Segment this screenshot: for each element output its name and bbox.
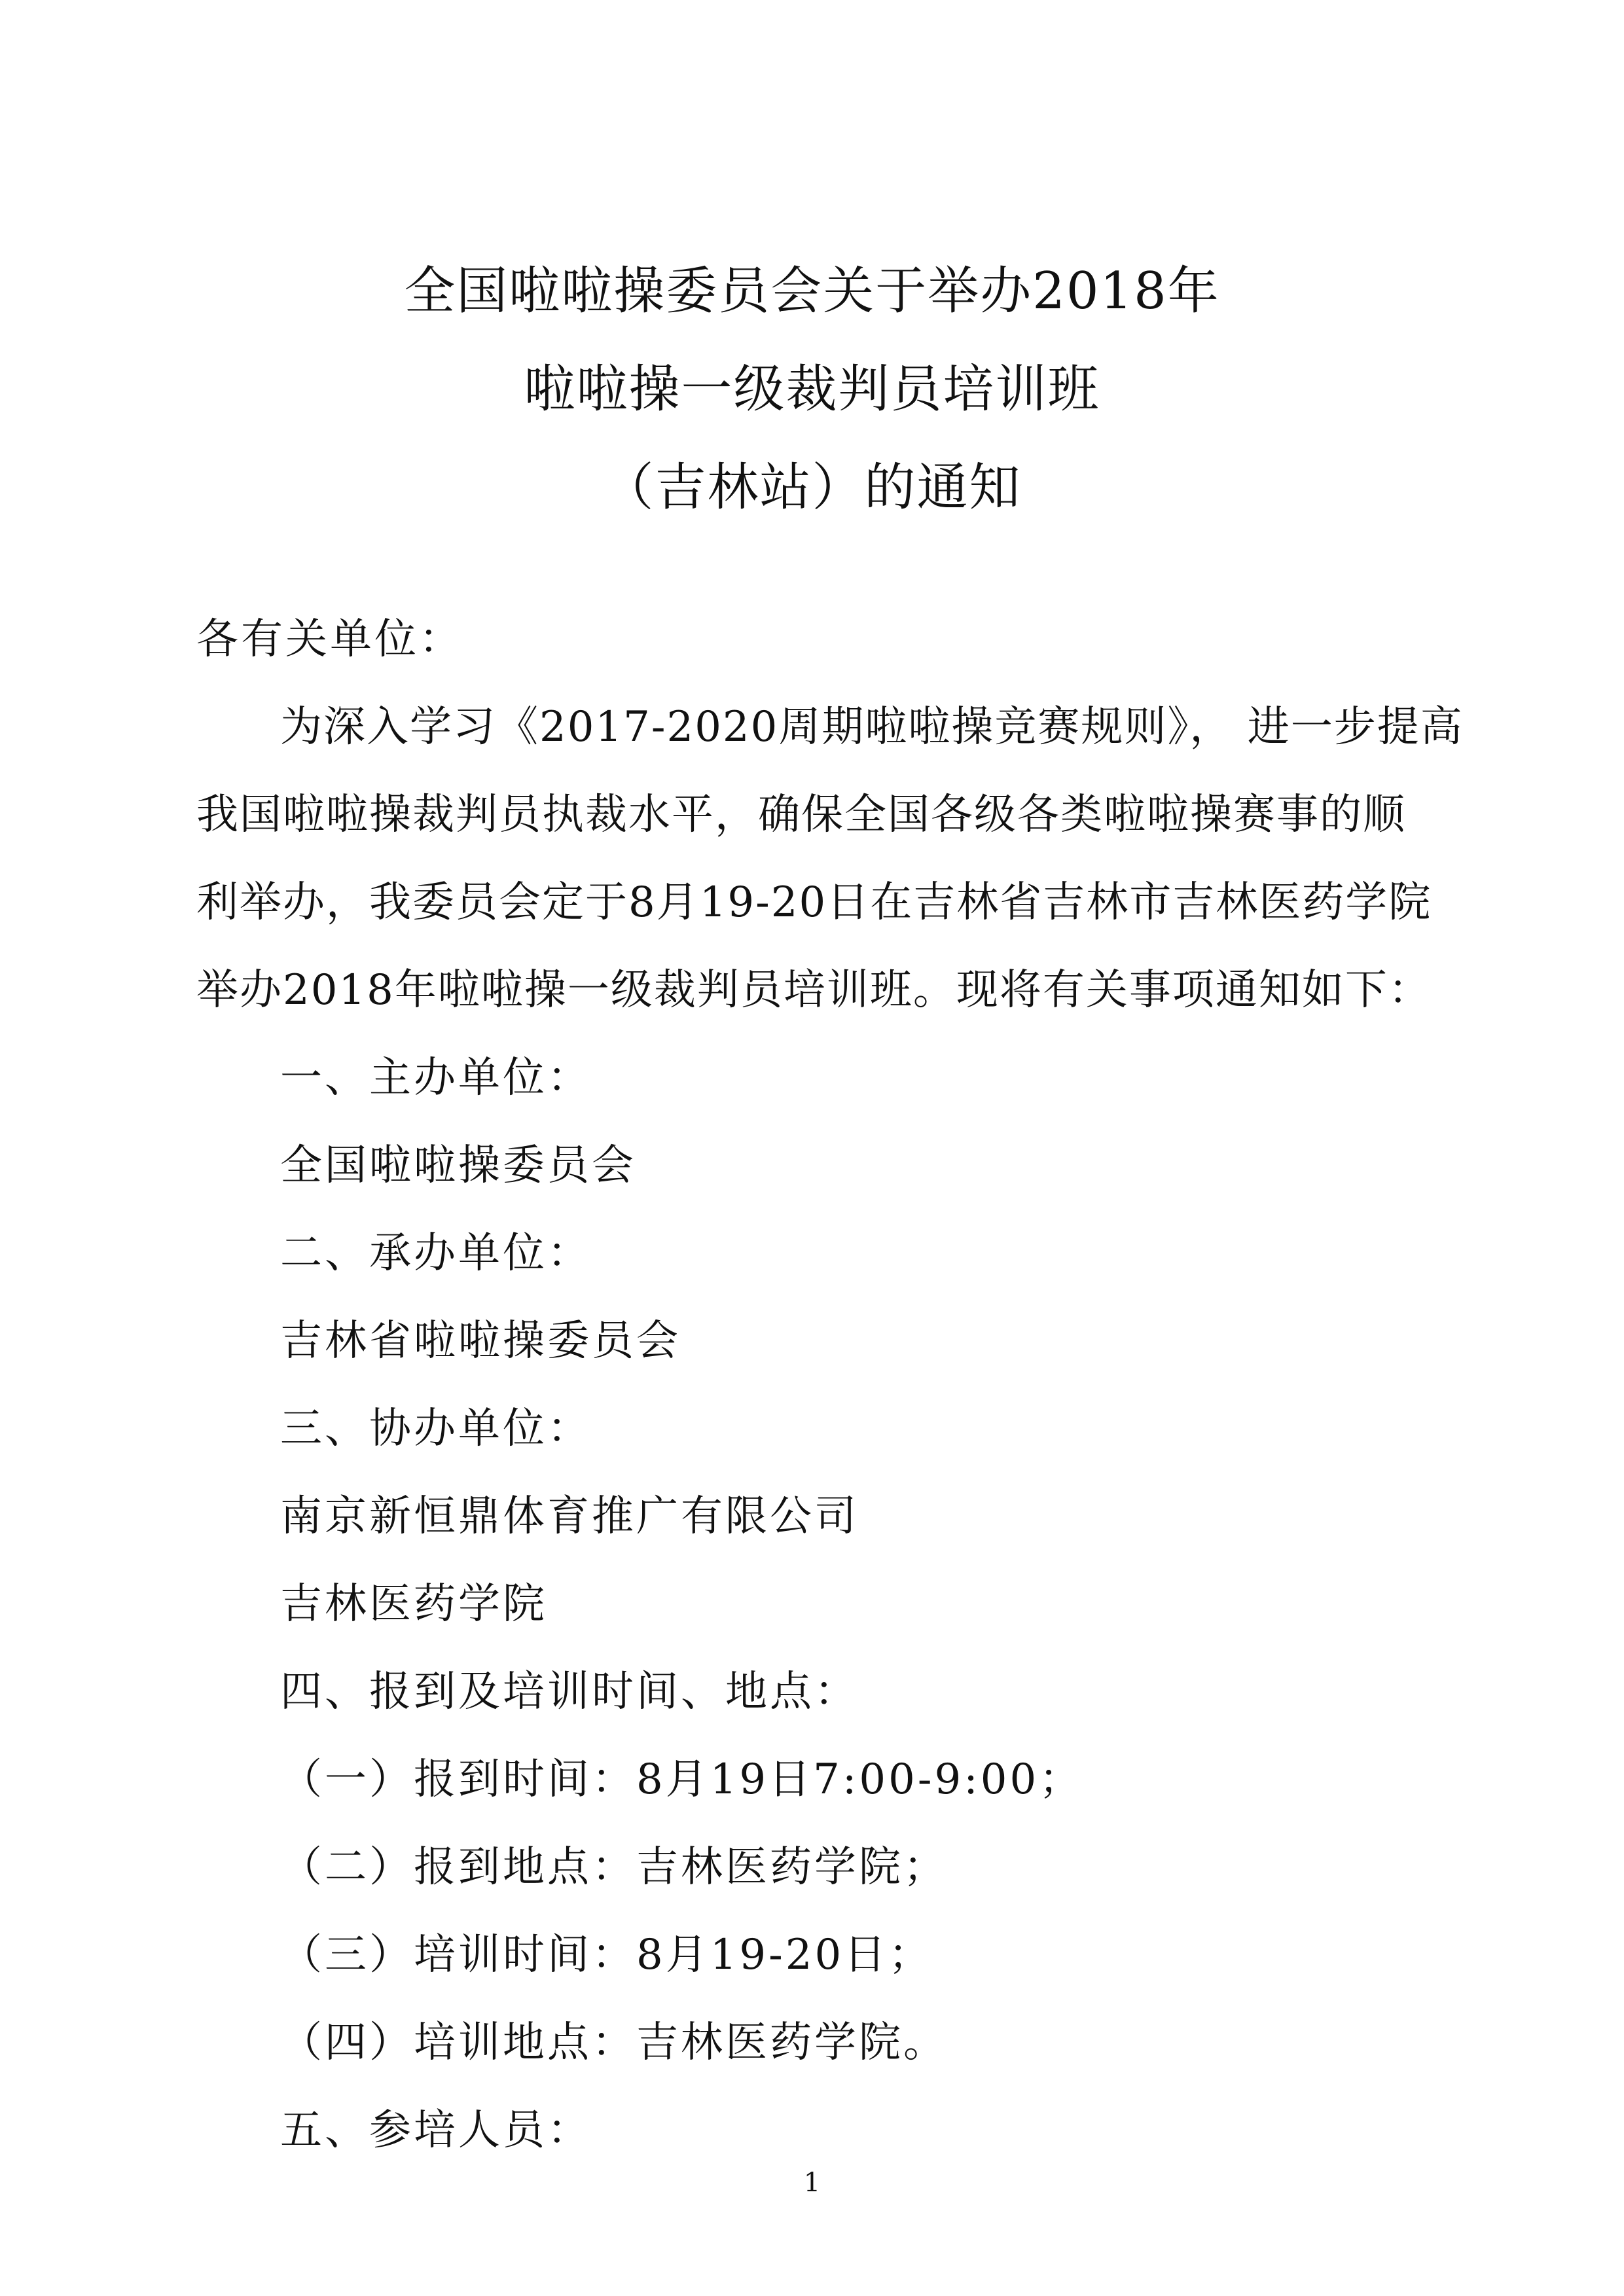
co-organizer-name-2: 吉林医药学院 <box>280 1580 547 1628</box>
title-line-1: 全国啦啦操委员会关于举办2018年 <box>404 262 1220 321</box>
intro-line-2: 我国啦啦操裁判员执裁水平，确保全国各级各类啦啦操赛事的顺 <box>196 791 1406 839</box>
host-name: 吉林省啦啦操委员会 <box>280 1317 681 1365</box>
page-number: 1 <box>803 2168 821 2198</box>
co-organizer-name-1: 南京新恒鼎体育推广有限公司 <box>280 1492 859 1541</box>
title-line-2: 啦啦操一级裁判员培训班 <box>524 360 1100 419</box>
section-heading-host: 二、承办单位： <box>280 1229 592 1278</box>
document-title <box>0 242 1624 537</box>
report-time: （一）报到时间：8月19日7:00-9:00； <box>280 1755 1084 1804</box>
intro-line-3: 利举办，我委员会定于8月19-20日在吉林省吉林市吉林医药学院 <box>196 878 1432 927</box>
section-heading-time-place: 四、报到及培训时间、地点： <box>280 1668 859 1716</box>
report-place: （二）报到地点：吉林医药学院； <box>280 1843 948 1892</box>
training-time: （三）培训时间：8月19-20日； <box>280 1931 933 1979</box>
intro-line-4: 举办2018年啦啦操一级裁判员培训班。现将有关事项通知如下： <box>196 966 1432 1014</box>
title-line-3: （吉林站）的通知 <box>602 458 1022 517</box>
section-heading-co-organizer: 三、协办单位： <box>280 1405 592 1453</box>
section-heading-participants: 五、参培人员： <box>280 2106 592 2155</box>
salutation: 各有关单位： <box>196 615 463 664</box>
organizer-name: 全国啦啦操委员会 <box>280 1141 636 1190</box>
section-heading-organizer: 一、主办单位： <box>280 1054 592 1102</box>
intro-line-1: 为深入学习《2017-2020周期啦啦操竞赛规则》， 进一步提高 <box>280 703 1464 751</box>
document-body <box>196 596 1464 2174</box>
training-place: （四）培训地点：吉林医药学院。 <box>280 2018 948 2067</box>
